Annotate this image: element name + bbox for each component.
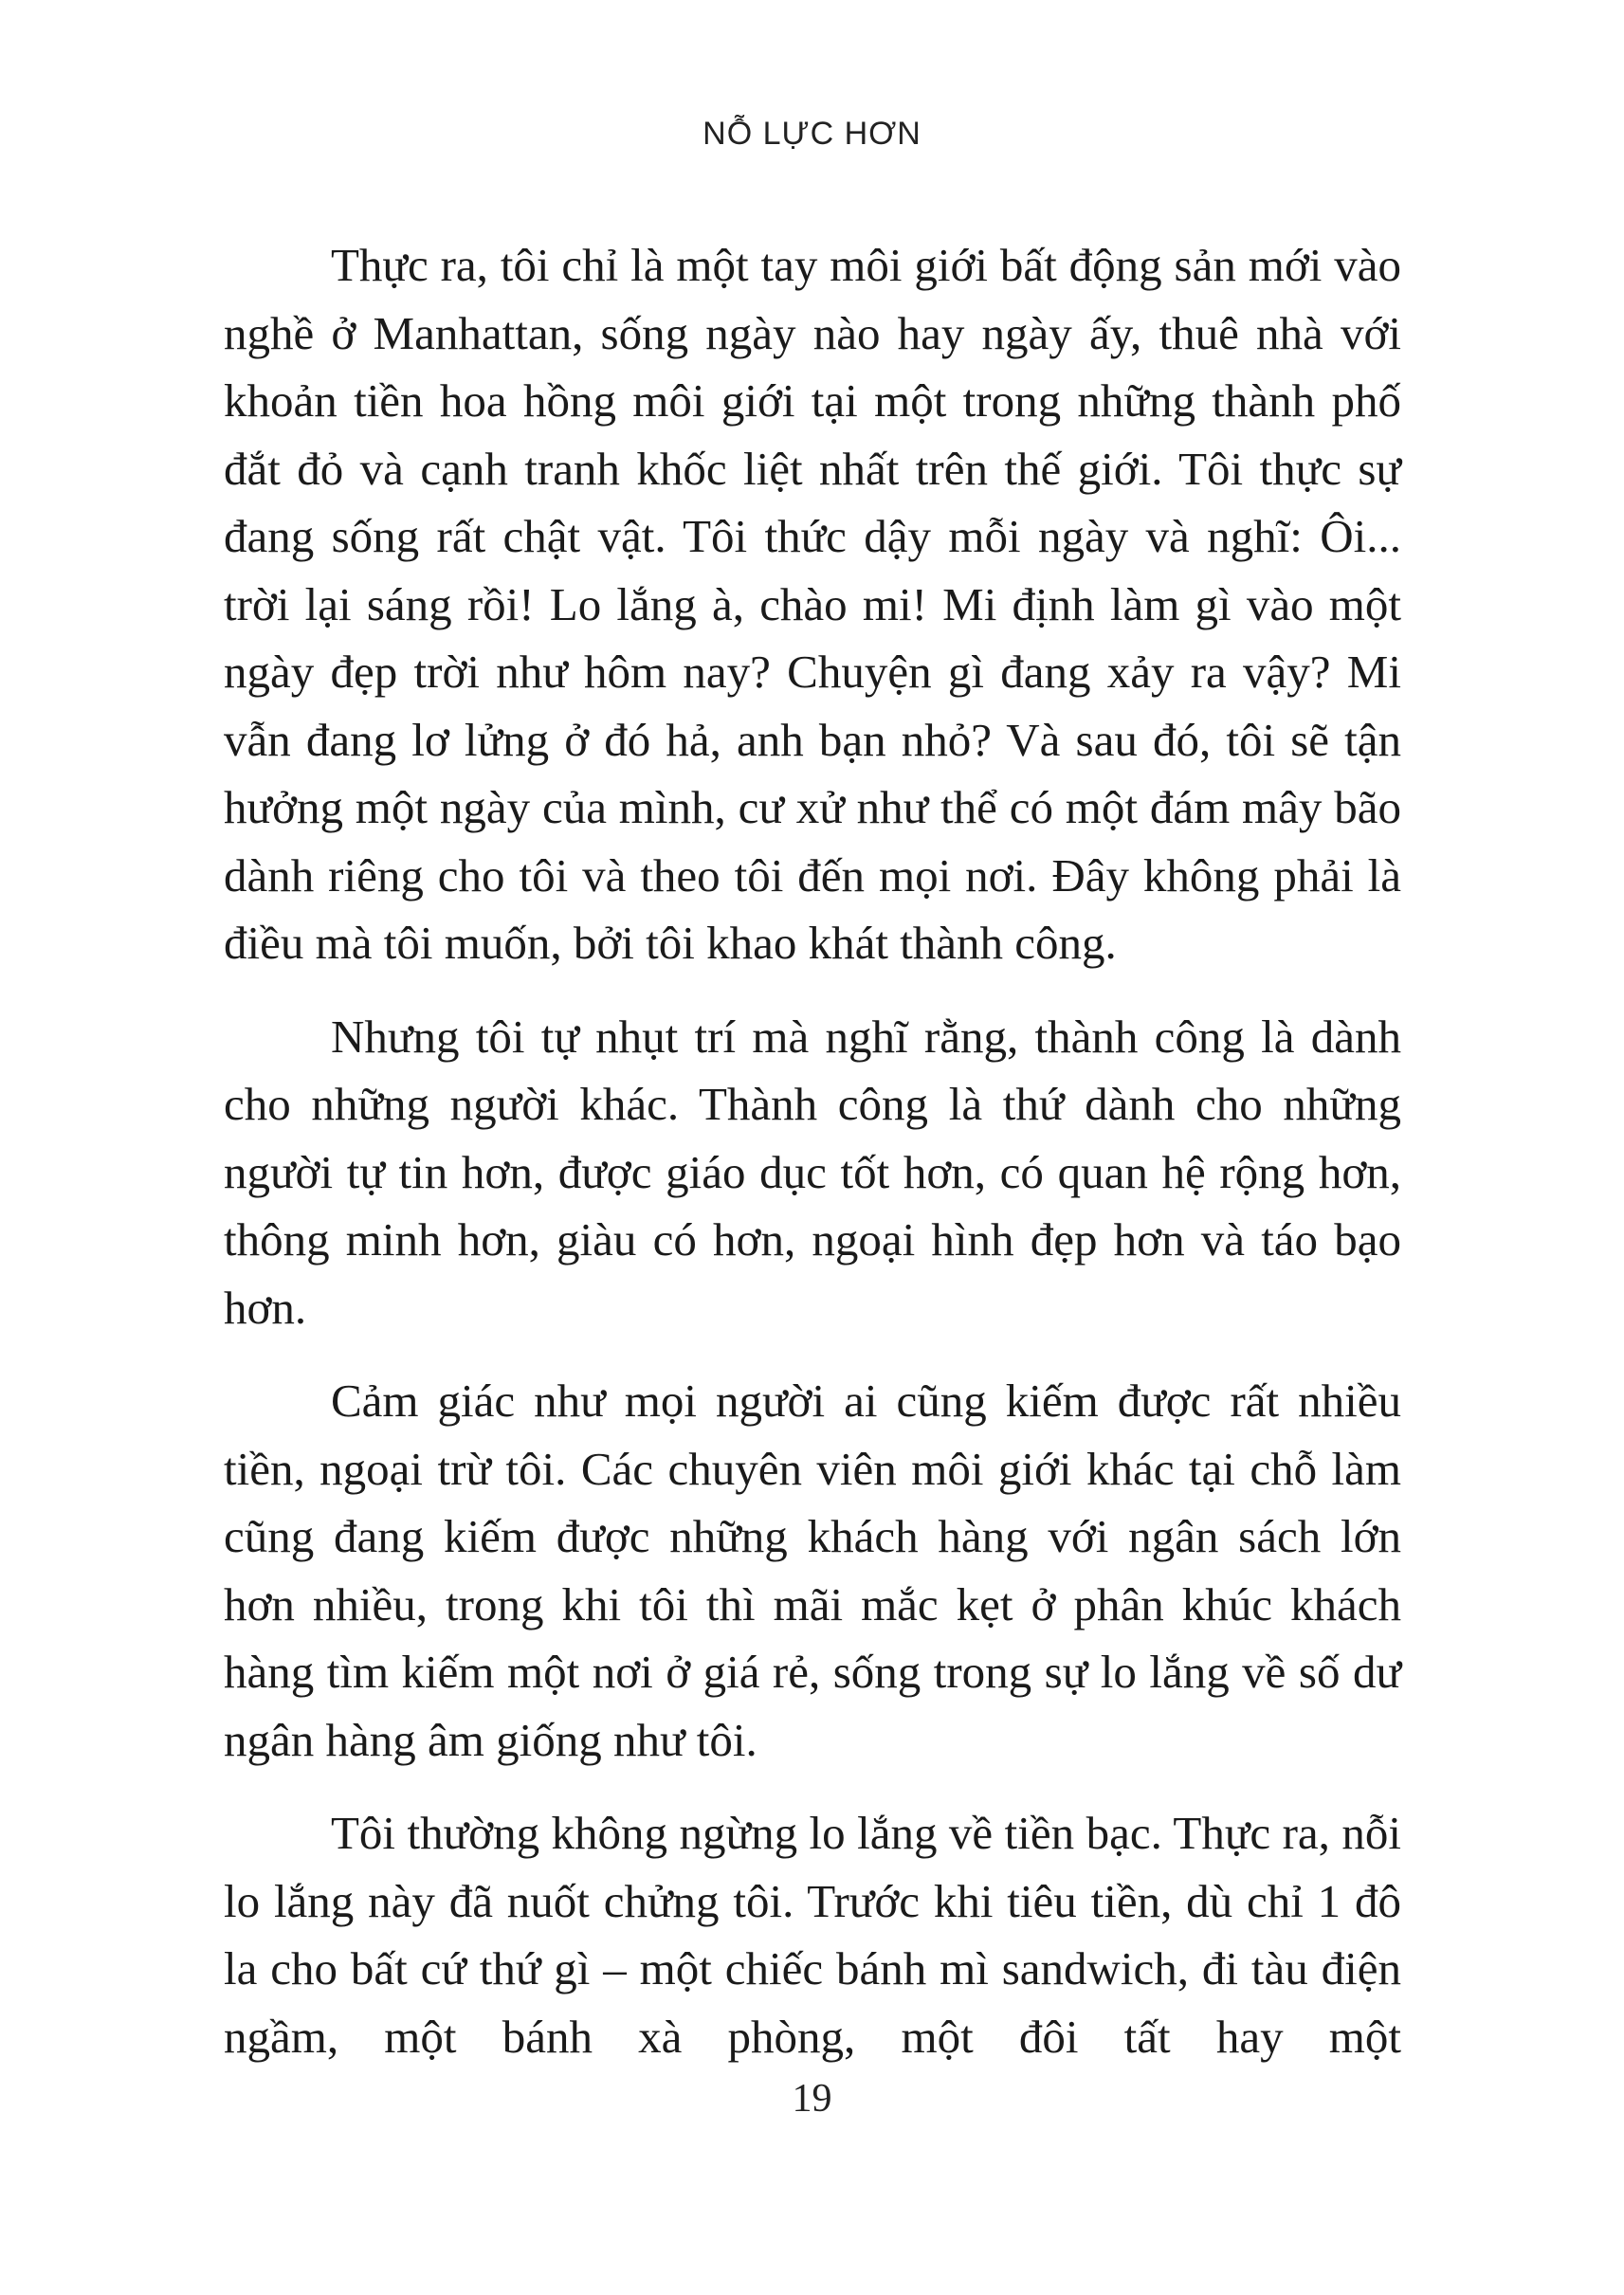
page-number: 19: [792, 2077, 832, 2121]
paragraph-3: Cảm giác như mọi người ai cũng kiếm được rất nhiều tiền, ngoại trừ tôi. Các chuyên viên môi giới khác tại chỗ làm cũng đang kiếm được những khách hàng với ngân sách lớn hơn nhiều, trong khi tôi thì mãi mắc kẹt ở phân khúc khách hàng tìm kiếm một nơi ở giá rẻ, sống trong sự lo lắng về số dư ngân hàng âm giống như tôi.: [224, 1375, 1401, 1766]
running-header-title: NỖ LỰC HƠN: [703, 116, 921, 152]
paragraph-1: Thực ra, tôi chỉ là một tay môi giới bất động sản mới vào nghề ở Manhattan, sống ngày nào hay ngày ấy, thuê nhà với khoản tiền hoa hồng môi giới tại một trong những thành phố đắt đỏ và cạnh tranh khốc liệt nhất trên thế giới. Tôi thực sự đang sống rất chật vật. Tôi thức dậy mỗi ngày và nghĩ: Ôi... trời lại sáng rồi! Lo lắng à, chào mi! Mi định làm gì vào một ngày đẹp trời như hôm nay? Chuyện gì đang xảy ra vậy? Mi vẫn đang lơ lửng ở đó hả, anh bạn nhỏ? Và sau đó, tôi sẽ tận hưởng một ngày của mình, cư xử như thể có một đám mây bão dành riêng cho tôi và theo tôi đến mọi nơi. Đây không phải là điều mà tôi muốn, bởi tôi khao khát thành công.: [224, 239, 1401, 969]
paragraph-2: Nhưng tôi tự nhụt trí mà nghĩ rằng, thành công là dành cho những người khác. Thành công là thứ dành cho những người tự tin hơn, được giáo dục tốt hơn, có quan hệ rộng hơn, thông minh hơn, giàu có hơn, ngoại hình đẹp hơn và táo bạo hơn.: [224, 1010, 1401, 1334]
paragraph-4: Tôi thường không ngừng lo lắng về tiền bạc. Thực ra, nỗi lo lắng này đã nuốt chửng tôi. Trước khi tiêu tiền, dù chỉ 1 đô la cho bất cứ thứ gì – một chiếc bánh mì sandwich, đi tàu điện ngầm, một bánh xà phòng, một đôi tất hay một: [224, 1807, 1401, 2063]
body-text: [224, 231, 1401, 2096]
